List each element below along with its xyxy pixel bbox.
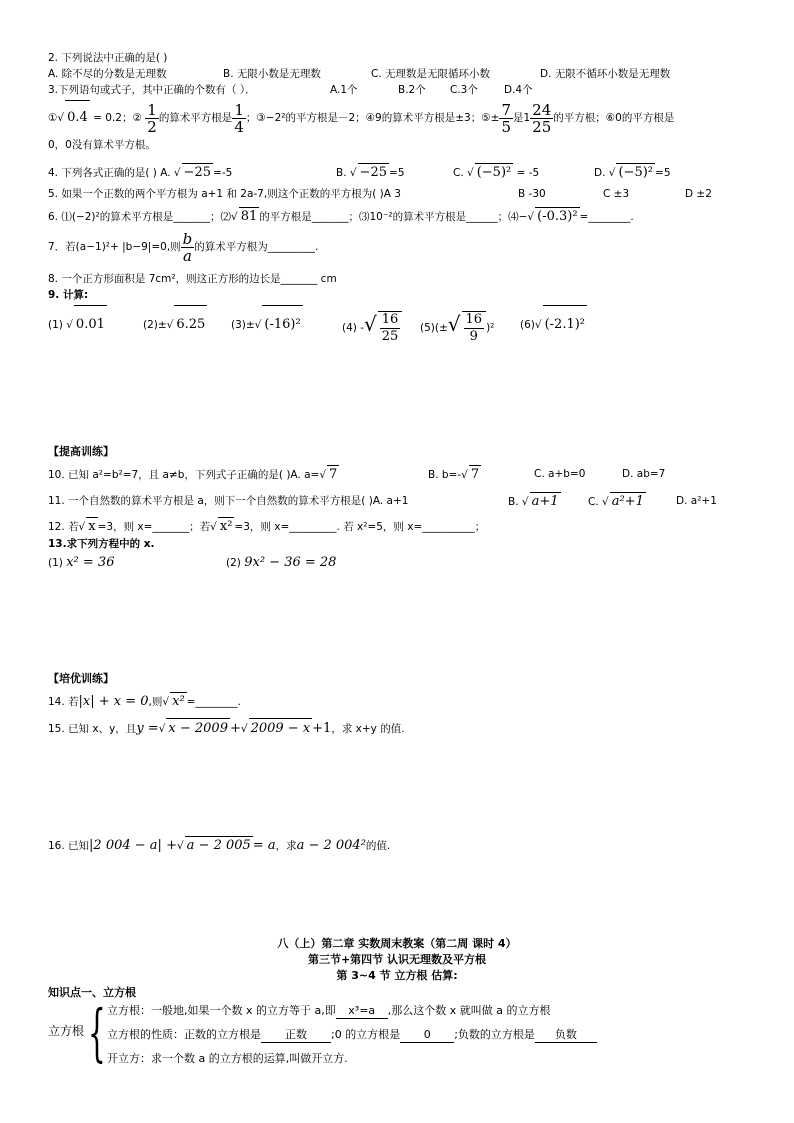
q5-option-c: C ±3 bbox=[603, 188, 630, 200]
q3-item1-radicand: 0.4 bbox=[65, 100, 90, 135]
q4-option-c: C. √ (−5)² = -5 bbox=[453, 165, 540, 180]
q3-item5-fraction: $\frac{7}{5}$ bbox=[501, 100, 511, 136]
q4-row: 4. 下列各式正确的是( ) A. √ −25 =-5 B. √ −25 =5 C. √ (−5)² = -5 D. √ (−5)² =5 bbox=[48, 165, 671, 180]
q10-row: 10. 已知 a²=b²=7，且 a≠b，下列式子正确的是( )A. a=√ 7 B. b=-√ 7 C. a+b=0 D. ab=7 bbox=[48, 467, 666, 482]
q3-line2: 0，0没有算术平方根。 bbox=[48, 139, 156, 151]
q9-item4: (4) -√ $\frac{16}{25}$ bbox=[342, 305, 402, 347]
q6-row: 6. ⑴(−2)²的算术平方根是_______；⑵√ 81 的平方根是_______；⑶10⁻²的算术平方根是______；⑷−√ (-0.3)² =________. bbox=[48, 209, 634, 224]
q9-item6: (6)√ (-2.1)² bbox=[520, 305, 587, 344]
q13-eq2: (2) 9x² − 36 = 28 bbox=[226, 555, 337, 570]
lesson-header-line3: 第 3~4 节 立方根 估算: bbox=[336, 969, 458, 982]
kp-row-definition: 立方根：一般地,如果一个数 x 的立方等于 a,即 x³=a ,那么这个数 x 就叫做 a 的立方根 bbox=[107, 1004, 551, 1017]
lesson-header-line2: 第三节+第四节 认识无理数及平方根 bbox=[307, 953, 487, 966]
knowledge-point-title: 知识点一、立方根 bbox=[48, 986, 136, 999]
q9-item1: (1) √ 0.01 bbox=[48, 319, 107, 331]
q9-title: 9. 计算: bbox=[48, 289, 89, 301]
q3-option-b: B.2个 bbox=[398, 84, 426, 96]
q10-a-radicand: 7 bbox=[329, 467, 338, 482]
q3-item2-fraction: $\frac{1}{2}$ bbox=[147, 100, 157, 136]
q4-a-radicand: −25 bbox=[183, 165, 212, 180]
q2-options bbox=[48, 67, 671, 81]
q6-radicand2: (-0.3)² bbox=[537, 209, 578, 224]
brace-icon: { bbox=[88, 996, 106, 1069]
kp-positive-answer: 正数 bbox=[285, 1028, 307, 1041]
section-tigao: 【提高训练】 bbox=[48, 445, 114, 458]
q3-option-d: D.4个 bbox=[504, 84, 533, 96]
q6-part1: 6. ⑴(−2)²的算术平方根是_______；⑵ bbox=[48, 211, 231, 223]
q3-item2-rest: ；③−2²的平方根是－2；④9的算术平方根是±3；⑤± bbox=[245, 112, 500, 124]
q12-radicand2: x² bbox=[219, 519, 233, 534]
q15-radicand2: 2009 − x bbox=[249, 718, 313, 739]
q3-item2-mid: 的算术平方根是 bbox=[158, 112, 233, 124]
q5-option-d: D ±2 bbox=[685, 188, 712, 200]
q10-option-c: C. a+b=0 bbox=[534, 468, 586, 480]
q2-option-b: B. 无限小数是无理数 bbox=[223, 68, 321, 80]
q9-item3: (3)±√ (-16)² bbox=[231, 305, 303, 344]
q4-a-value: =-5 bbox=[213, 167, 233, 179]
kp-negative-answer: 负数 bbox=[554, 1028, 577, 1041]
q6-radicand: 81 bbox=[240, 209, 258, 224]
q3-option-c: C.3个 bbox=[450, 84, 478, 96]
q2-option-d: D. 无限不循环小数是无理数 bbox=[540, 68, 671, 80]
section-peiyou: 【培优训练】 bbox=[48, 672, 114, 685]
q11-row bbox=[48, 492, 717, 510]
q15-row: 15. 已知 x、y，且y =√ x − 2009 +√ 2009 − x +1，求 x+y 的值. bbox=[48, 718, 405, 739]
q8: 8. 一个正方形面积是 7cm²，则这正方形的边长是_______ cm bbox=[48, 273, 337, 285]
q3-item1-rest: = 0.2； bbox=[93, 112, 133, 124]
kp-row-property: 立方根的性质：正数的立方根是 正数 ;0 的立方根是 0 ;负数的立方根是 负数 bbox=[107, 1028, 597, 1043]
q3-item5-rest: 的平方根；⑥0的平方根是 bbox=[553, 112, 675, 124]
q9-item5: (5)(±√ $\frac{16}{9}$ )² bbox=[420, 312, 495, 344]
q5-row bbox=[48, 187, 712, 201]
q12-radicand1: x bbox=[88, 519, 96, 534]
q3-stem-row bbox=[48, 83, 533, 97]
q3-stem: 3.下列语句或式子，其中正确的个数有（ ）． bbox=[48, 84, 256, 96]
q13-eq1: (1) x² = 36 bbox=[48, 555, 115, 570]
q7-part1: 7．若(a−1)²+ |b−9|=0,则 bbox=[48, 241, 181, 253]
q11-option-c: C. √ a²+1 bbox=[588, 494, 644, 509]
q11-option-d: D. a²+1 bbox=[676, 495, 717, 507]
q15-radicand1: x − 2009 bbox=[166, 718, 230, 739]
q5-option-b: B -30 bbox=[518, 188, 546, 200]
q6-part2: 的平方根是_______；⑶10⁻²的算术平方根是______；⑷− bbox=[259, 211, 528, 223]
q13-equations bbox=[48, 554, 337, 572]
q11-stem: 11. 一个自然数的算术平方根是 a，则下一个自然数的算术平方根是( )A. a+1 bbox=[48, 495, 409, 507]
lesson-header-line1: 八（上）第二章 实数周末教案（第二周 课时 4） bbox=[277, 937, 517, 950]
q14-row: 14. 若|x| + x = 0,则√ x² =________. bbox=[48, 694, 241, 709]
q6-part3: =________. bbox=[579, 211, 634, 223]
q3-option-a: A.1个 bbox=[330, 84, 358, 96]
kp-row-operation: 开立方：求一个数 a 的立方根的运算,叫做开立方. bbox=[107, 1052, 348, 1065]
q10-stem: 10. 已知 a²=b²=7，且 a≠b，下列式子正确的是( )A. a= bbox=[48, 469, 320, 481]
q14-radicand: x² bbox=[172, 694, 185, 709]
kp-zero-answer: 0 bbox=[423, 1028, 431, 1041]
q7-part2: 的算术平方根为_________. bbox=[194, 241, 319, 253]
q3-item2-fraction2: $\frac{1}{4}$ bbox=[234, 100, 244, 136]
q9-item2: (2)±√ 6.25 bbox=[143, 305, 207, 344]
q3-item5-fraction2: $\frac{24}{25}$ bbox=[532, 100, 552, 136]
q11-option-b: B. √ a+1 bbox=[508, 494, 559, 509]
q14-equation: |x| + x = 0 bbox=[78, 694, 149, 709]
q5-stem: 5. 如果一个正数的两个平方根为 a+1 和 2a-7,则这个正数的平方根为( )A 3 bbox=[48, 188, 401, 200]
q4-stem: 4. 下列各式正确的是( ) A. bbox=[48, 167, 171, 179]
q13-title: 13.求下列方程中的 x. bbox=[48, 538, 155, 550]
knowledge-point-label: 立方根 bbox=[48, 1024, 85, 1038]
q10-option-d: D. ab=7 bbox=[622, 468, 666, 480]
q16-row: 16. 已知|2 004 − a| +√ a − 2 005 = a，求a − 2 004²的值. bbox=[48, 838, 391, 853]
q16-radicand: a − 2 005 bbox=[186, 838, 251, 853]
q12-row: 12. 若√ x =3，则 x=_______；若√ x² =3，则 x=_________. 若 x²=5，则 x=__________； bbox=[48, 519, 486, 534]
q3-items: ①√ 0.4 = 0.2；② $\frac{1}{2}$ 的算术平方根是 $\frac{1}{4}$ ；③−2²的平方根是－2；④9的算术平方根是±3；⑤± $\frac{7}{5}$ 是1 $\frac{24}{25}$ 的平方根；⑥0的平方根是 bbox=[48, 100, 675, 136]
q2-stem: 2. 下列说法中正确的是( ) bbox=[48, 52, 168, 64]
q10-option-b: B. b=-√ 7 bbox=[428, 467, 480, 482]
q3-item5-mid: 是1 bbox=[512, 112, 531, 124]
q2-option-c: C. 无理数是无限循环小数 bbox=[371, 68, 491, 80]
q4-option-b: B. √ −25 =5 bbox=[336, 165, 405, 180]
kp-definition-answer: x³=a bbox=[348, 1004, 376, 1017]
q7-fraction: $\frac{b}{a}$ bbox=[182, 229, 193, 265]
q4-option-d: D. √ (−5)² =5 bbox=[594, 165, 671, 180]
q2-option-a: A. 除不尽的分数是无理数 bbox=[48, 68, 167, 80]
q9-items bbox=[48, 305, 585, 344]
q7-row bbox=[48, 230, 318, 264]
